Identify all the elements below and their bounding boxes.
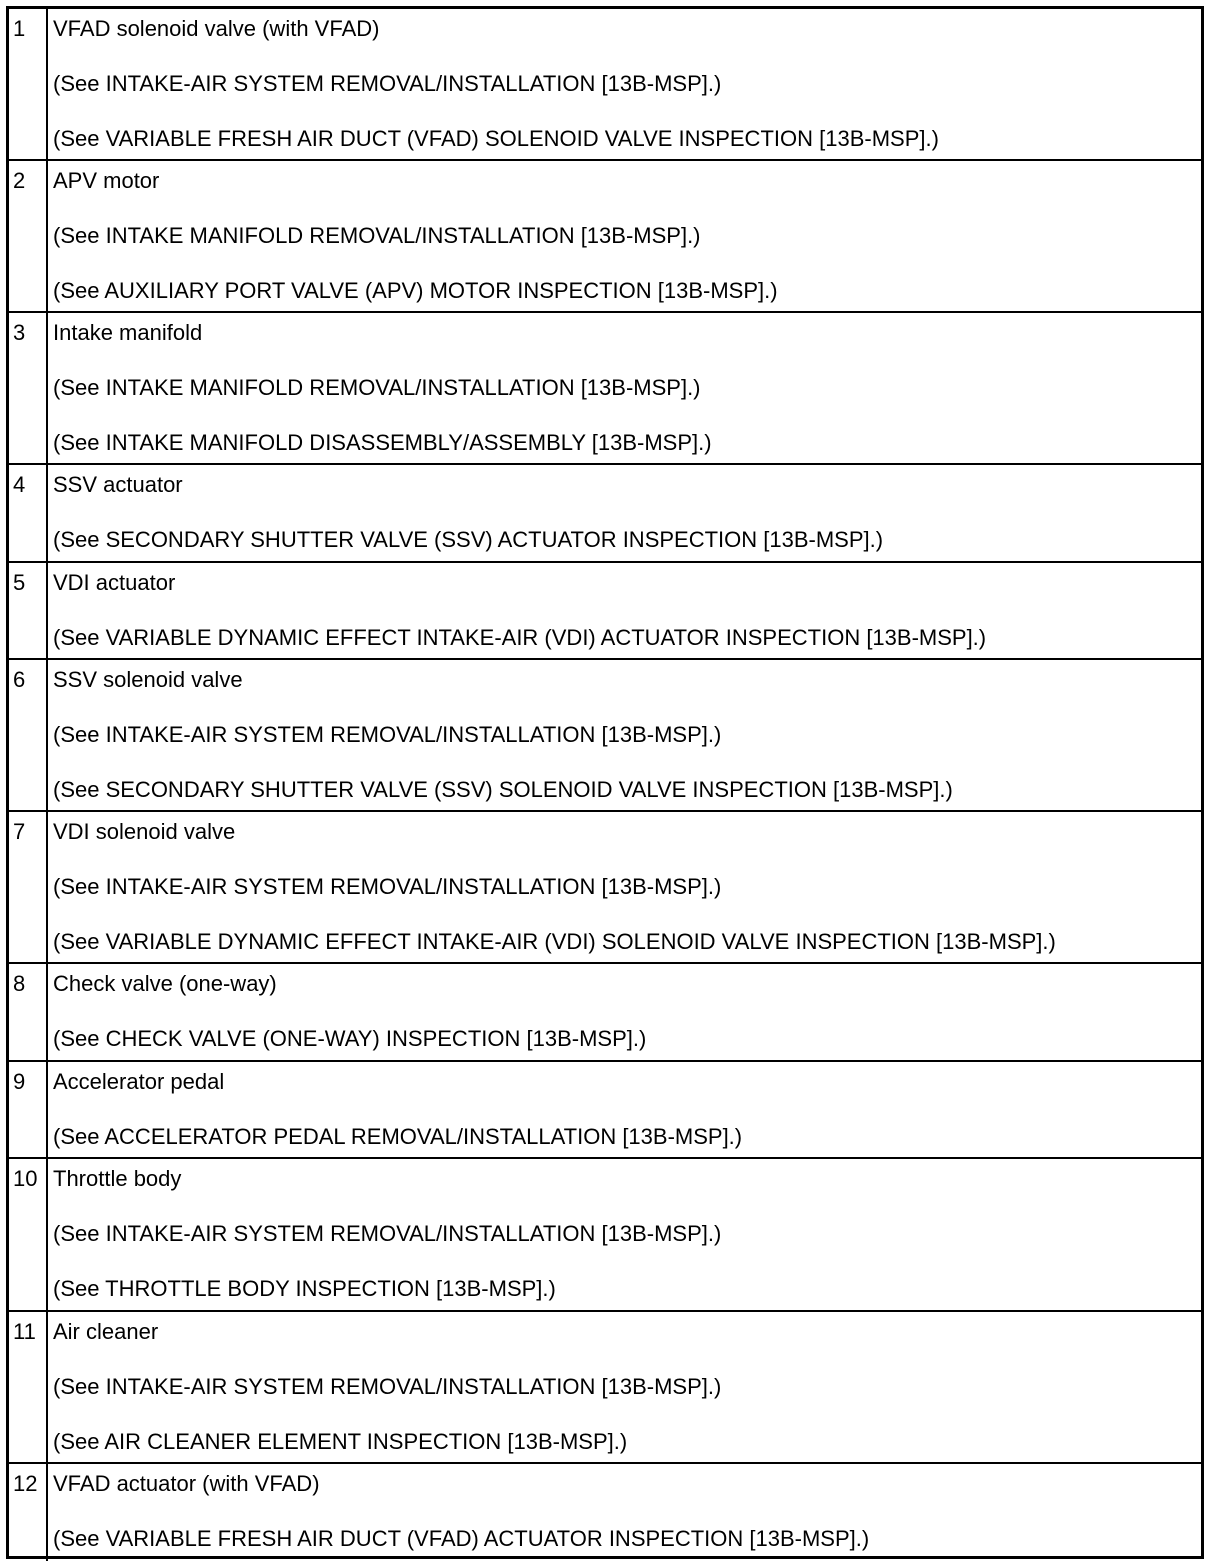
procedure-reference-link[interactable]: (See VARIABLE FRESH AIR DUCT (VFAD) SOLENOID VALVE INSPECTION [13B-MSP].) xyxy=(53,126,939,151)
procedure-reference-link[interactable]: (See CHECK VALVE (ONE-WAY) INSPECTION [13B-MSP].) xyxy=(53,1026,647,1051)
procedure-reference-link[interactable]: (See ACCELERATOR PEDAL REMOVAL/INSTALLATION [13B-MSP].) xyxy=(53,1124,743,1149)
item-title: Throttle body xyxy=(53,1166,182,1191)
table-row xyxy=(9,963,1201,1061)
table-row xyxy=(9,464,1201,562)
item-number: 9 xyxy=(9,1061,47,1158)
item-title: SSV solenoid valve xyxy=(53,667,243,692)
item-number: 5 xyxy=(9,562,47,659)
item-title: VFAD actuator (with VFAD) xyxy=(53,1471,320,1496)
item-title: APV motor xyxy=(53,168,160,193)
item-details xyxy=(47,1463,1201,1561)
table-row xyxy=(9,562,1201,659)
table-row xyxy=(9,1311,1201,1463)
procedure-reference-link[interactable]: (See VARIABLE FRESH AIR DUCT (VFAD) ACTUATOR INSPECTION [13B-MSP].) xyxy=(53,1526,870,1551)
item-details xyxy=(47,963,1201,1061)
procedure-reference-link[interactable]: (See INTAKE-AIR SYSTEM REMOVAL/INSTALLATION [13B-MSP].) xyxy=(53,1221,722,1246)
table-row xyxy=(9,9,1201,160)
table-row xyxy=(9,659,1201,811)
parts-reference-table xyxy=(9,9,1201,1561)
procedure-reference-link[interactable]: (See INTAKE-AIR SYSTEM REMOVAL/INSTALLATION [13B-MSP].) xyxy=(53,71,722,96)
item-details xyxy=(47,160,1201,312)
item-details xyxy=(47,9,1201,160)
item-title: VFAD solenoid valve (with VFAD) xyxy=(53,16,380,41)
item-title: SSV actuator xyxy=(53,472,183,497)
item-number: 3 xyxy=(9,312,47,464)
table-row xyxy=(9,160,1201,312)
item-number: 10 xyxy=(9,1158,47,1311)
procedure-reference-link[interactable]: (See AIR CLEANER ELEMENT INSPECTION [13B-MSP].) xyxy=(53,1429,628,1454)
item-title: Check valve (one-way) xyxy=(53,971,277,996)
procedure-reference-link[interactable]: (See INTAKE-AIR SYSTEM REMOVAL/INSTALLATION [13B-MSP].) xyxy=(53,874,722,899)
item-details xyxy=(47,464,1201,562)
procedure-reference-link[interactable]: (See VARIABLE DYNAMIC EFFECT INTAKE-AIR (VDI) SOLENOID VALVE INSPECTION [13B-MSP].) xyxy=(53,929,1056,954)
procedure-reference-link[interactable]: (See INTAKE MANIFOLD REMOVAL/INSTALLATION [13B-MSP].) xyxy=(53,375,701,400)
item-details xyxy=(47,312,1201,464)
procedure-reference-link[interactable]: (See VARIABLE DYNAMIC EFFECT INTAKE-AIR (VDI) ACTUATOR INSPECTION [13B-MSP].) xyxy=(53,625,987,650)
item-details xyxy=(47,1311,1201,1463)
procedure-reference-link[interactable]: (See AUXILIARY PORT VALVE (APV) MOTOR INSPECTION [13B-MSP].) xyxy=(53,278,778,303)
item-number: 8 xyxy=(9,963,47,1061)
item-title: VDI solenoid valve xyxy=(53,819,236,844)
item-number: 6 xyxy=(9,659,47,811)
table-row xyxy=(9,811,1201,963)
table-row xyxy=(9,1061,1201,1158)
table-row xyxy=(9,1463,1201,1561)
item-details xyxy=(47,659,1201,811)
item-number: 1 xyxy=(9,9,47,160)
procedure-reference-link[interactable]: (See INTAKE MANIFOLD DISASSEMBLY/ASSEMBLY [13B-MSP].) xyxy=(53,430,712,455)
item-number: 12 xyxy=(9,1463,47,1561)
procedure-reference-link[interactable]: (See SECONDARY SHUTTER VALVE (SSV) SOLENOID VALVE INSPECTION [13B-MSP].) xyxy=(53,777,953,802)
procedure-reference-link[interactable]: (See INTAKE-AIR SYSTEM REMOVAL/INSTALLATION [13B-MSP].) xyxy=(53,722,722,747)
item-number: 7 xyxy=(9,811,47,963)
component-table xyxy=(6,6,1204,1559)
item-title: Intake manifold xyxy=(53,320,203,345)
item-details xyxy=(47,1158,1201,1311)
item-details xyxy=(47,811,1201,963)
procedure-reference-link[interactable]: (See THROTTLE BODY INSPECTION [13B-MSP].) xyxy=(53,1276,556,1301)
table-row xyxy=(9,312,1201,464)
item-title: VDI actuator xyxy=(53,570,176,595)
item-number: 11 xyxy=(9,1311,47,1463)
item-number: 4 xyxy=(9,464,47,562)
item-details xyxy=(47,1061,1201,1158)
item-title: Accelerator pedal xyxy=(53,1069,225,1094)
procedure-reference-link[interactable]: (See INTAKE-AIR SYSTEM REMOVAL/INSTALLATION [13B-MSP].) xyxy=(53,1374,722,1399)
procedure-reference-link[interactable]: (See SECONDARY SHUTTER VALVE (SSV) ACTUATOR INSPECTION [13B-MSP].) xyxy=(53,527,884,552)
item-title: Air cleaner xyxy=(53,1319,159,1344)
item-details xyxy=(47,562,1201,659)
item-number: 2 xyxy=(9,160,47,312)
procedure-reference-link[interactable]: (See INTAKE MANIFOLD REMOVAL/INSTALLATION [13B-MSP].) xyxy=(53,223,701,248)
table-row xyxy=(9,1158,1201,1311)
table-body xyxy=(9,9,1201,1561)
